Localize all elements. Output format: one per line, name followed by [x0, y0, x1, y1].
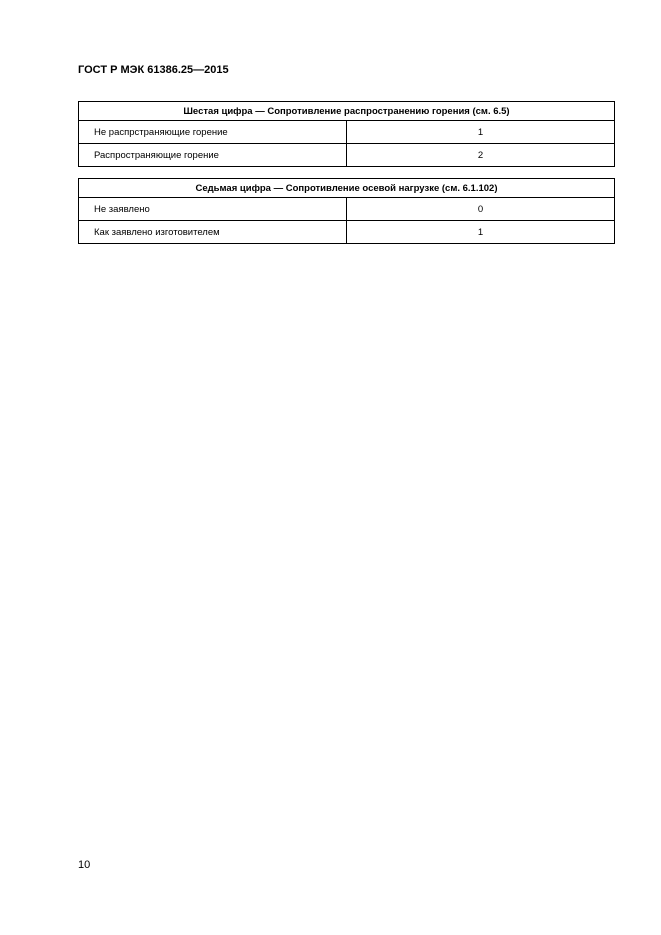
table-row [79, 121, 615, 144]
row-label: Распространяющие горение [79, 144, 347, 167]
row-label: Как заявлено изготовителем [79, 221, 347, 244]
table-title: Седьмая цифра — Сопротивление осевой нагрузке (см. 6.1.102) [79, 179, 615, 198]
table-row [79, 221, 615, 244]
row-label: Не распрстраняющие горение [79, 121, 347, 144]
row-code: 1 [347, 221, 615, 244]
row-label: Не заявлено [79, 198, 347, 221]
document-header: ГОСТ Р МЭК 61386.25—2015 [78, 64, 229, 76]
row-code: 1 [347, 121, 615, 144]
seventh-digit-table [78, 178, 615, 244]
table-header-row [79, 179, 615, 198]
row-code: 2 [347, 144, 615, 167]
page-number: 10 [78, 859, 91, 871]
table-row [79, 198, 615, 221]
sixth-digit-table [78, 101, 615, 167]
table-title: Шестая цифра — Сопротивление распространению горения (см. 6.5) [79, 102, 615, 121]
table-row [79, 144, 615, 167]
row-code: 0 [347, 198, 615, 221]
table-header-row [79, 102, 615, 121]
